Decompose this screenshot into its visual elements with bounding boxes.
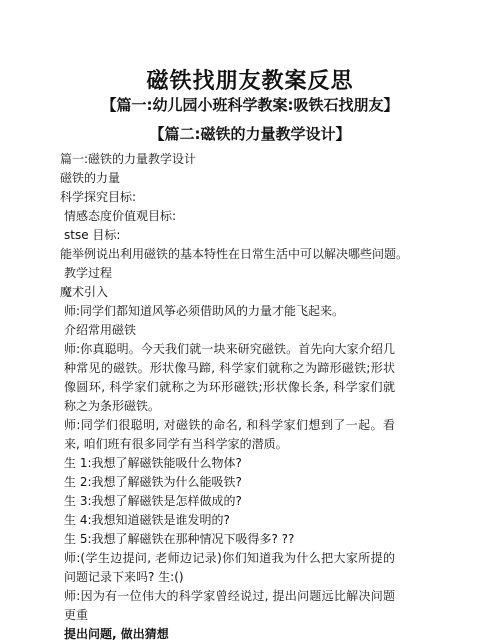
body-line: 介绍常用磁铁: [64, 323, 137, 337]
body-paragraph: 师:因为有一位伟大的科学家曾经说过, 提出问题远比解决问题更重: [64, 589, 395, 622]
body-line: 篇一:磁铁的力量教学设计: [60, 152, 197, 166]
body-line: 能举例说出利用磁铁的基本特性在日常生活中可以解决哪些问题。: [60, 247, 409, 261]
body-line: 科学探究目标:: [60, 190, 137, 204]
body-line: 生 4:我想知道磁铁是谁发明的?: [64, 513, 230, 527]
section-heading-2: 【篇二:磁铁的力量教学设计】: [149, 125, 351, 143]
body-line: 磁铁的力量: [60, 171, 121, 185]
document-body: [60, 150, 409, 644]
body-line: 情感态度价值观目标:: [64, 209, 177, 223]
section-heading-1: 【篇一:幼儿园小班科学教案:吸铁石找朋友】: [101, 96, 399, 114]
body-line: stse 目标:: [64, 228, 121, 242]
body-line: 提出问题, 做出猜想: [64, 627, 169, 641]
body-line: 生 1:我想了解磁铁能吸什么物体?: [64, 456, 242, 470]
body-paragraph: 师:同学们很聪明, 对磁铁的命名, 和科学家们想到了一起。看来, 咱们班有很多同学有当科学家的潜质。: [64, 418, 395, 451]
body-line: 教学过程: [64, 266, 113, 280]
body-line: 生 2:我想了解磁铁为什么能吸铁?: [64, 475, 242, 489]
body-line: 生 5:我想了解磁铁在那种情况下吸得多? ??: [64, 532, 295, 546]
document-title: 磁铁找朋友教案反思: [146, 69, 354, 94]
body-line: 师:同学们都知道风筝必须借助风的力量才能飞起来。: [64, 304, 345, 318]
body-line: 魔术引入: [60, 285, 109, 299]
body-paragraph: 师:(学生边提问, 老师边记录)你们知道我为什么把大家所提的问题记录下来吗? 生:(): [64, 551, 395, 584]
body-line: 生 3:我想了解磁铁是怎样做成的?: [64, 494, 242, 508]
body-paragraph: 师:你真聪明。今天我们就一块来研究磁铁。首先向大家介绍几种常见的磁铁。形状像马蹄, 科学家们就称之为蹄形磁铁;形状像圆环, 科学家们就称之为环形磁铁;形状像长条, 科学家们就称之为条形磁铁。: [64, 342, 395, 413]
